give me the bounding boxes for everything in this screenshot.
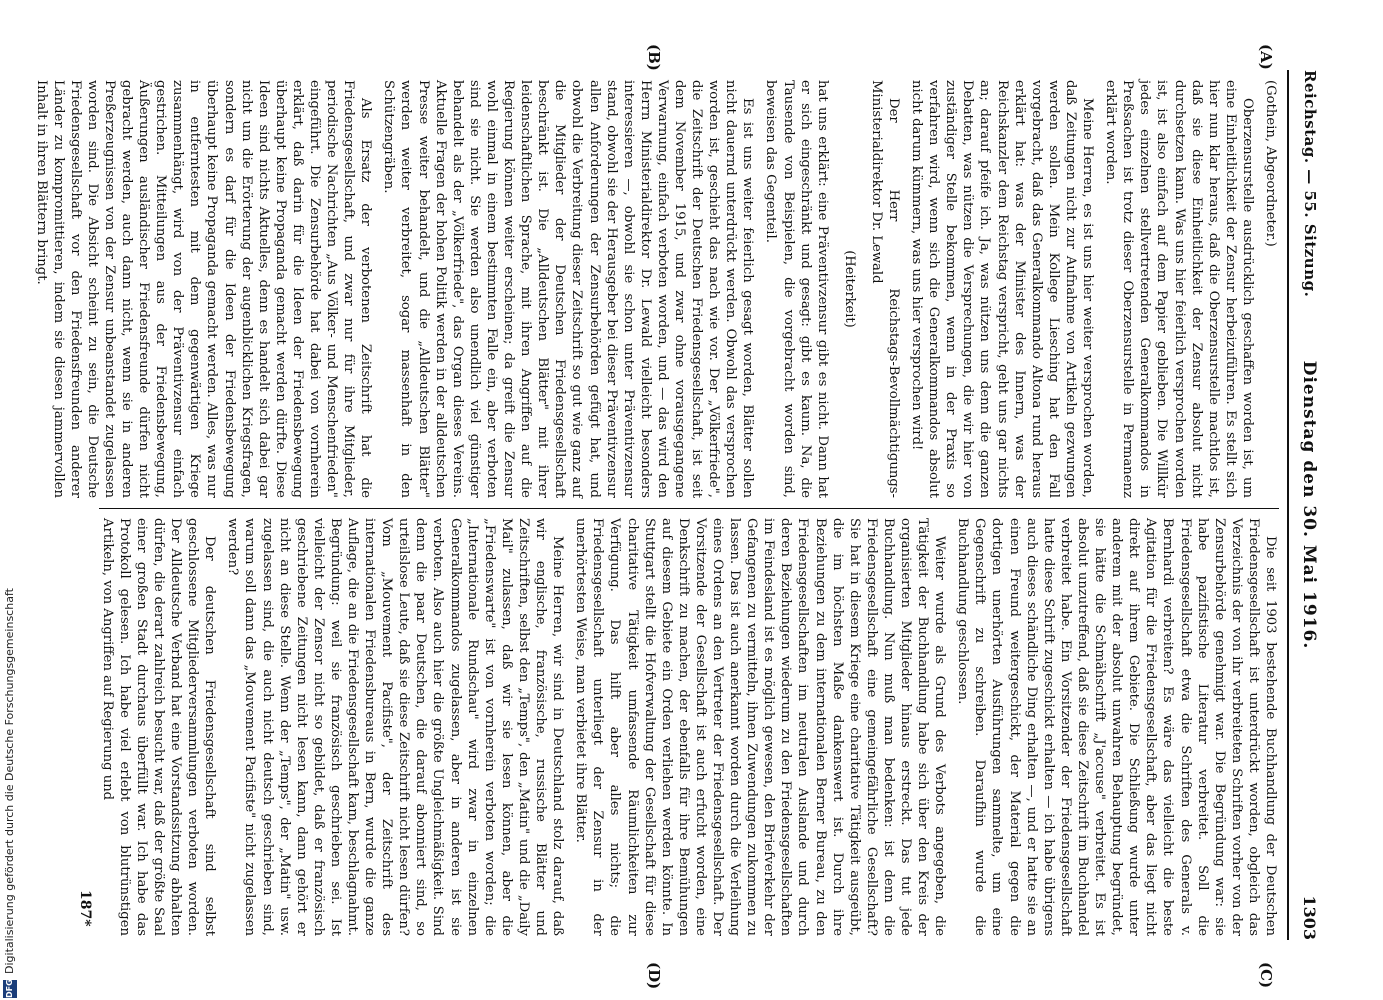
column-divider — [99, 508, 1279, 509]
digitization-footer — [0, 0, 22, 1000]
footer-text: Digitalisierung gefördert durch die Deutsche Forschungsgemeinschaft — [3, 588, 16, 974]
paragraph: Der Herr Reichstags-Bevollmächtigungs-Ministerialdirektor Dr. Lewald — [868, 80, 902, 498]
paragraph: Meine Herren, wir sind in Deutschland stolz darauf, daß wir englische, französische, russische Blätter und Zeitschriften, selbst den „Temps", den „Matin" und die „Daily Mail" zulassen, daß wir sie lesen können, aber die „Friedenswarte" ist von vornherein verboten worden; die „Internationale Rundschau" wird zwar in einzelnen Generalkommandos zugelassen, aber in anderen ist sie verboten. Also auch hier die größte Ungleichmäßigkeit. Sind denn die paar Deutschen, die darauf abonniert sind, so urteilslose Leute, daß sie diese Zeitschrift nicht lesen dürfen? Vom „Mouvement Pacifiste", der Zeitschrift des internationalen Friedensbureaus in Bern, wurde die ganze Auflage, die an die Friedensgesellschaft kam, beschlagnahmt. Begründung: weil sie französisch geschrieben sei. Ist vielleicht der Zensor nicht so gebildet, daß er französisch geschriebene Zeitungen nicht lesen kann, dann gehört er nicht an diese Stelle. Wenn der „Temps", der „Matin" usw. zugelassen sind, die auch nicht deutsch geschrieben sind, warum soll dann das „Mouvement Pacifiste" nicht zugelassen werden? — [225, 518, 566, 936]
paragraph: Der deutschen Friedensgesellschaft sind selbst geschlossene Mitgliederversammlungen verboten worden. Der Alldeutsche Verband hat eine Vorstandssitzung abhalten dürfen, die derart zahlreich besucht war, daß der größte Saal einer großen Stadt durchaus überfüllt war. Ich habe das Protokoll gelesen. Ich habe viel erlebt von blutrünstigen Artikeln, von Angriffen auf Regierung und — [99, 518, 218, 936]
dfg-logo-icon: DFG — [3, 980, 17, 998]
paragraph: Meine Herren, es ist uns hier weiter versprochen worden, daß Zeitungen nicht zur Aufnahme von Artikeln gezwungen werden sollen. Mein Kollege Liesching hat den Fall vorgebracht, daß das Generalkommando Altona rund heraus erklärt hat: was der Minister des Innern, was der Reichskanzler dem Reichstag verspricht, geht uns gar nichts an; darauf pfeife ich. Ja, was nützen uns denn die ganzen Debatten, was nützen die Versprechungen, die wir hier von zuständiger Stelle bekommen, wenn in der Praxis so verfahren wird, wenn sich die Generalkommandos absolut nicht darum kümmern, was uns hier versprochen wird! — [909, 80, 1096, 498]
paragraph: hat uns erklärt: eine Präventivzensur gibt es nicht. Dann hat er sich eingeschränkt und gesagt: gibt es kaum. Na, die Tausende von Beispielen, die vorgebracht worden sind, beweisen das Gegenteil. — [763, 80, 830, 498]
header-date: Dienstag den 30. Mai 1916. — [1299, 360, 1319, 650]
margin-marker-b: (B) — [645, 44, 663, 71]
margin-marker-c: (C) — [1257, 962, 1275, 989]
paragraph: Oberzensurstelle ausdrücklich geschaffen worden ist, um eine Einheitlichkeit der Zensur herbeizuführen. Es stellt sich hier nun klar heraus, daß die Oberzensurstelle machtlos ist, daß sie diese Einheitlichkeit der Zensur absolut nicht durchsetzen kann. Was uns hier feierlich versprochen worden ist, ist also einfach auf dem Papier geblieben. Die Willkür jedes einzelnen stellvertretenden Generalkommandos in Preßsachen ist trotz dieser Oberzensurstelle in Permanenz erklärt worden. — [1103, 80, 1255, 498]
header-session: Reichstag. — 55. Sitzung. — [1301, 70, 1319, 298]
margin-marker-a: (A) — [1257, 44, 1275, 70]
page-header — [1287, 70, 1323, 940]
speaker-note: (Gothein, Abgeordneter.) — [1263, 80, 1278, 247]
paragraph: Es ist uns weiter feierlich gesagt worden, Blätter sollen nicht dauernd unterdrückt werden. Obwohl das versprochen worden ist, geschieht das nach wie vor. Der „Völkerfriede", die Zeitschrift der Deutschen Friedensgesellschaft, ist seit dem November 1915, und zwar ohne vorausgegangene Verwarnung, einfach verboten worden, und — das wird den Herrn Ministerialdirektor Dr. Lewald vielleicht besonders interessieren —, obwohl sie schon unter Präventivzensur stand, obwohl sie der Herausgeber bei dieser Präventivzensur allen Anforderungen der Zensurbehörden gefügt hat, und obwohl die Verbreitung dieser Zeitschrift so gut wie ganz auf die Mitglieder der Deutschen Friedensgesellschaft beschränkt ist. Die „Alldeutschen Blätter" mit ihrer leidenschaftlichen Sprache, mit ihren Angriffen auf die Regierung können weiter erscheinen; da greift die Zensur wohl einmal in einem bestimmten Falle ein, aber verboten sind sie nicht. Sie werden also unendlich viel günstiger behandelt als der „Völkerfriede", das Organ dieses Vereins. Aktuelle Fragen der hohen Politik werden in der alldeutschen Presse weiter behandelt, und die „Alldeutschen Blätter" werden weiter verbreitet, sogar massenhaft in den Schützengräben. — [381, 80, 756, 498]
signature-mark: 187* — [77, 890, 93, 927]
left-text-column — [33, 80, 1279, 498]
margin-marker-d: (D) — [645, 962, 663, 990]
paragraph: Die seit 1903 bestehende Buchhandlung der Deutschen Friedensgesellschaft ist unterdrückt worden, obgleich das Verzeichnis der von ihr verbreiteten Schriften vorher von der Zensurbehörde genehmigt war. Die Begründung war: sie habe pazifistische Literatur verbreitet. Soll die Friedensgesellschaft etwa die Schriften des Generals v. Bernhardi verbreiten? Es wäre das vielleicht die beste Agitation für die Friedensgesellschaft, aber das liegt nicht direkt auf ihrem Gebiete. Die Schließung wurde unter anderem mit der absolut unwahren Behauptung begründet, sie hätte die Schmähschrift „J'accuse" verbreitet. Es ist absolut unzutreffend, daß sie diese Zeitschrift im Buchhandel verbreitet habe. Ein Vorsitzender der Friedensgesellschaft hatte diese Schrift zugeschickt erhalten — ich habe übrigens auch dieses schändliche Ding erhalten —, und er hatte sie an einen Freund weitergeschickt, der Material gegen die dortigen unerhörten Ausführungen sammelte, um eine Gegenschrift zu schreiben. Daraufhin wurde die Buchhandlung geschlossen. — [955, 518, 1278, 936]
right-text-column — [99, 518, 1279, 936]
interjection: (Heiterkeit) — [841, 250, 857, 328]
paragraph: Als Ersatz der verbotenen Zeitschrift hat die Friedensgesellschaft, und zwar nur für ihre Mitglieder, periodische Nachrichten „Aus Völker- und Menschenfrieden" eingeführt. Die Zensurbehörde hat dabei von vornherein erklärt, daß darin für die Ideen der Friedensbewegung überhaupt keine Propaganda gemacht werden dürfte. Diese Ideen sind nichts Aktuelles, denn es handelt sich dabei gar nicht um die Erörterung der augenblicklichen Kriegsfragen, sondern es darf für die Ideen der Friedensbewegung überhaupt keine Propaganda gemacht werden. Alles, was nur in entferntesten mit dem gegenwärtigen Kriege zusammenhängt, wird von der Präventivzensur einfach gestrichen. Mitteilungen aus der Friedensbewegung, Äußerungen ausländischer Friedensfreunde dürfen nicht gebracht werden, auch dann nicht, wenn sie in anderen Preßerzeugnissen von der Zensur unbeanstandet zugelassen worden sind. Die Absicht scheint zu sein, die Deutsche Friedensgesellschaft vor den Friedensfreunden anderer Länder zu kompromittieren, indem sie diesen jammervollen Inhalt in ihren Blättern bringt. — [33, 80, 374, 498]
paragraph: Weiter wurde als Grund des Verbots angegeben, die Tätigkeit der Buchhandlung habe sich über den Kreis der organisierten Mitglieder hinaus erstreckt. Das tut jede Buchhandlung. Nun muß man bedenken: ist denn die Friedensgesellschaft eine gemeingefährliche Gesellschaft? Sie hat in diesem Kriege eine charitative Tätigkeit ausgeübt, die im höchsten Maße dankenswert ist. Durch ihre Beziehungen zu dem internationalen Berner Bureau, zu den Friedensgesellschaften im neutralen Auslande und durch deren Beziehungen wiederum zu den Friedensgesellschaften im Feindesland ist es möglich gewesen, den Briefverkehr der Gefangenen zu vermitteln, ihnen Zuwendungen zukommen zu lassen. Das ist auch anerkannt worden durch die Verleihung eines Ordens an den Vertreter der Friedensgesellschaft. Der Vorsitzende der Gesellschaft ist auch erfucht worden, eine Denkschrift zu machen, der ebenfalls für ihre Bemühungen auf diesem Gebiete ein Orden verliehen werden könnte. In Stuttgart stellt die Hofverwaltung der Gesellschaft für diese charitative Tätigkeit umfassende Räumlichkeiten zur Verfügung. Das hilft aber alles nichts; die Friedensgesellschaft unterliegt der Zensur in der unerhörtesten Weise, man verbietet ihre Blätter. — [573, 518, 948, 936]
header-page-number: 1303 — [1300, 895, 1319, 940]
